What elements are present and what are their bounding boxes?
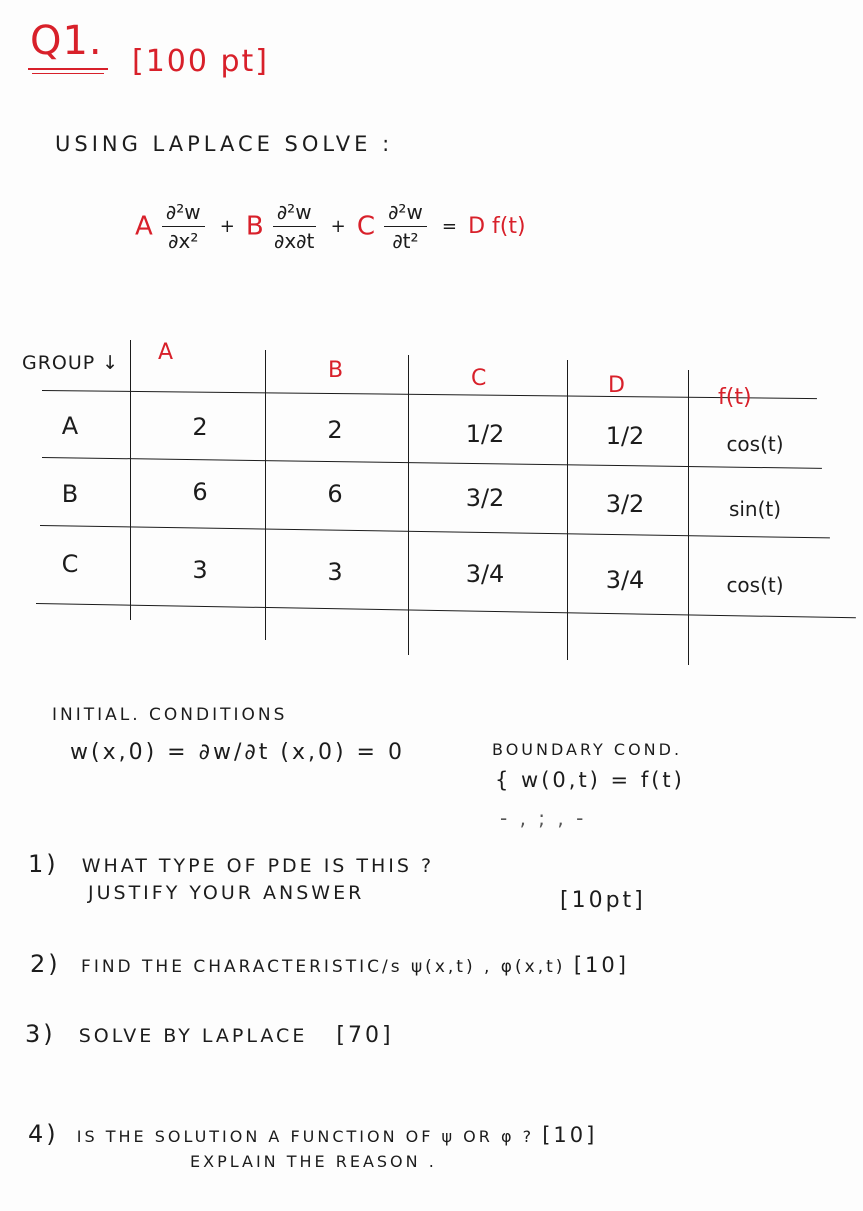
question-label: Q1. xyxy=(30,18,103,64)
question-4-line2: EXPLAIN THE REASON . xyxy=(190,1152,437,1171)
coef-b: B xyxy=(245,211,264,242)
question-1-text: WHAT TYPE OF PDE IS THIS ? xyxy=(81,855,435,877)
term1-numerator: ∂²w xyxy=(162,200,205,227)
term3-fraction xyxy=(384,200,427,253)
question-3 xyxy=(25,1020,394,1048)
question-1-line2: JUSTIFY YOUR ANSWER xyxy=(88,882,365,904)
question-3-number: 3) xyxy=(25,1020,56,1048)
table-hline xyxy=(36,603,856,618)
initial-conditions-title: INITIAL. CONDITIONS xyxy=(52,705,288,725)
question-1 xyxy=(28,850,434,878)
row-c-val-b: 3 xyxy=(327,558,343,586)
question-2-number: 2) xyxy=(30,950,61,978)
term2-fraction xyxy=(273,200,316,253)
table-vline xyxy=(130,340,131,620)
row-b-val-a: 6 xyxy=(192,478,208,506)
table-hline xyxy=(42,390,817,399)
term3-denominator: ∂t² xyxy=(392,229,419,253)
question-4-points: [10] xyxy=(542,1123,598,1147)
header-c: C xyxy=(471,366,487,391)
question-2-text: FIND THE CHARACTERISTIC/s ψ(x,t) , φ(x,t) xyxy=(81,957,566,977)
points-label: [100 pt] xyxy=(132,44,270,79)
table-hline xyxy=(42,457,822,469)
term2-denominator: ∂x∂t xyxy=(274,229,315,253)
row-c-val-ft: cos(t) xyxy=(726,573,784,597)
table-vline xyxy=(567,360,568,660)
question-1-points: [10pt] xyxy=(560,888,646,913)
equals-sign: = xyxy=(441,216,457,237)
row-b-val-b: 6 xyxy=(327,480,343,508)
header-d: D xyxy=(608,373,625,398)
row-c-val-d: 3/4 xyxy=(605,566,645,594)
row-c-val-a: 3 xyxy=(192,556,208,584)
header-a: A xyxy=(158,340,174,365)
question-4-number: 4) xyxy=(28,1120,59,1148)
row-a-val-a: 2 xyxy=(192,413,208,441)
table-vline xyxy=(265,350,266,640)
boundary-conditions-equation: { w(0,t) = f(t) xyxy=(495,768,685,792)
row-a-val-b: 2 xyxy=(327,416,343,444)
row-b-val-d: 3/2 xyxy=(605,490,645,518)
question-4-text: IS THE SOLUTION A FUNCTION OF ψ OR φ ? xyxy=(76,1127,535,1146)
question-4 xyxy=(28,1120,597,1148)
row-a-val-d: 1/2 xyxy=(605,422,645,450)
row-a-val-ft: cos(t) xyxy=(726,432,784,456)
row-b-val-ft: sin(t) xyxy=(728,497,782,521)
header-ft: f(t) xyxy=(718,385,752,410)
row-c-val-c: 3/4 xyxy=(465,560,505,588)
table-hline xyxy=(40,525,830,538)
plus-sign: + xyxy=(330,216,346,237)
plus-sign: + xyxy=(219,216,235,237)
group-header: GROUP ↓ xyxy=(22,352,120,374)
question-2 xyxy=(30,950,629,978)
row-a-group: A xyxy=(61,412,79,440)
pde-equation xyxy=(135,200,526,253)
equation-rhs: D f(t) xyxy=(468,214,526,239)
coef-c: C xyxy=(356,211,375,242)
question-1-number: 1) xyxy=(28,850,59,878)
coef-a: A xyxy=(135,211,153,242)
row-b-val-c: 3/2 xyxy=(465,484,505,512)
row-b-group: B xyxy=(61,480,79,508)
table-vline xyxy=(688,370,689,665)
initial-conditions-equation: w(x,0) = ∂w/∂t (x,0) = 0 xyxy=(70,740,405,765)
question-3-points: [70] xyxy=(336,1023,394,1048)
term3-numerator: ∂²w xyxy=(384,200,427,227)
term1-fraction xyxy=(162,200,205,253)
title-underline-second xyxy=(32,73,104,74)
term2-numerator: ∂²w xyxy=(273,200,316,227)
header-b: B xyxy=(328,358,344,383)
term1-denominator: ∂x² xyxy=(168,229,199,253)
row-a-val-c: 1/2 xyxy=(465,420,505,448)
title-underline xyxy=(28,68,108,70)
boundary-conditions-blank: - , ; , - xyxy=(500,806,587,830)
boundary-conditions-title: BOUNDARY COND. xyxy=(492,740,683,759)
question-3-text: SOLVE BY LAPLACE xyxy=(78,1025,308,1047)
question-2-points: [10] xyxy=(573,953,629,977)
row-c-group: C xyxy=(61,550,79,578)
instruction-text: USING LAPLACE SOLVE : xyxy=(55,132,394,156)
